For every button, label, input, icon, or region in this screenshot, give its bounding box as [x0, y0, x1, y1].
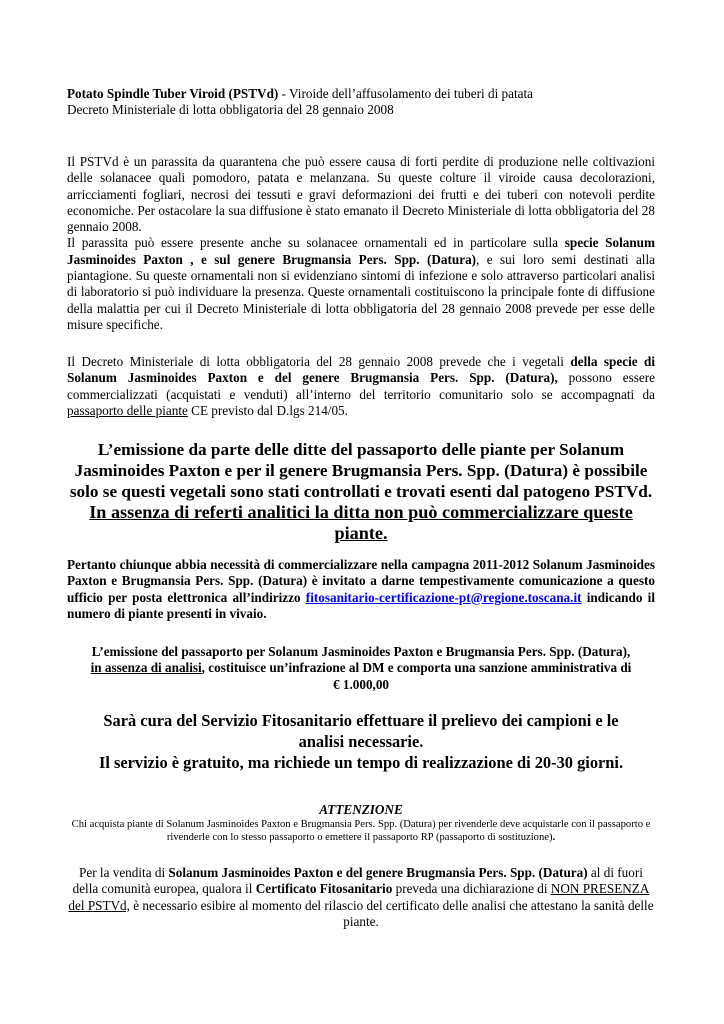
decree-species-bold: della specie di Solanum Jasminoides Paxton e del genere Brugmansia Pers. Spp. (Datura),: [67, 354, 655, 386]
service-line-2: analisi necessarie.: [298, 732, 424, 751]
export-text-1: Per la vendita di: [79, 865, 169, 880]
export-text-4: è necessario esibire al momento del rilascio del certificato delle analisi che attestano la sanità delle piante.: [129, 897, 654, 929]
paragraph-sanction: [88, 644, 634, 693]
paragraph-decree: [67, 354, 655, 419]
email-link[interactable]: fitosanitario-certificazione-pt@regione.toscana.it: [305, 589, 582, 605]
big-notice-warning-underlined: In assenza di referti analitici la ditta non può commercializzare queste piante.: [89, 502, 633, 543]
intro-text-1: Il PSTVd è un parassita da quarantena che può essere causa di forti perdite di produzione nelle coltivazioni delle solanacee quali pomodoro, patata e melanzana. Su queste colture il viroide causa decolorazioni, arricciamenti fogliari, necrosi dei tessuti e gravi deformazioni dei frutti e dei tuberi con notevoli perdite economiche. Per ostacolare la sua diffusione è stato emanato il Decreto Ministeriale di lotta obbligatoria del 28 gennaio 2008.: [67, 154, 655, 235]
decree-text-2: possono essere commercializzati (acquistati e venduti) all’interno del territorio comunitario solo se accompagnati da: [67, 370, 655, 402]
attention-heading: ATTENZIONE: [319, 802, 403, 817]
communication-text-1: Pertanto chiunque abbia necessità di commercializzare nella campagna 2011-2012 Solanum Jasminoides Paxton e Brugmansia Pers. Spp. (Datura) è invitato a darne tempestivamente comunicazione a questo ufficio per posta elettronica all’indirizzo: [67, 557, 655, 605]
intro-text-2a: Il parassita può essere presente anche su solanacee ornamentali ed in particolare sulla: [67, 235, 565, 251]
attention-period: .: [552, 832, 556, 844]
paragraph-export: [67, 865, 655, 930]
decree-text-1: Il Decreto Ministeriale di lotta obbligatoria del 28 gennaio 2008 prevede che i vegetali: [67, 354, 571, 369]
export-species-bold: Solanum Jasminoides Paxton e del genere Brugmansia Pers. Spp. (Datura): [168, 865, 588, 880]
attention-box: [67, 802, 655, 844]
paragraph-service: [67, 710, 655, 773]
communication-text-2: indicando il numero di piante presenti in vivaio.: [67, 589, 655, 621]
attention-body: Chi acquista piante di Solanum Jasminoides Paxton e Brugmansia Pers. Spp. (Datura) per rivenderle deve acquistarle con il passaporto e rivenderle con lo stesso passaporto o emettere il passaporto RP (passaporto di sostituzione): [71, 819, 651, 844]
intro-text-2b: , e sui loro semi destinati alla piantagione. Su queste ornamentali non si evidenziano sintomi di infezione e solo attraverso particolari analisi di laboratorio si può individuare la presenza. Queste ornamentali costituiscono la principale fonte di diffusione della malattia per cui il Decreto Ministeriale di lotta obbligatoria del 28 gennaio 2008 prevede per esse delle misure specifiche.: [67, 251, 655, 332]
big-notice-line-1: L’emissione da parte delle ditte del passaporto delle piante per Solanum: [97, 440, 625, 459]
decree-passport-underlined: passaporto delle piante: [67, 402, 188, 418]
export-certificate-bold: Certificato Fitosanitario: [255, 881, 393, 897]
sanction-no-analysis-underlined: in assenza di analisi: [90, 660, 202, 676]
intro-species-bold: specie Solanum Jasminoides Paxton , e sul genere Brugmansia Pers. Spp. (Datura): [67, 235, 655, 267]
attention-text: [67, 818, 655, 844]
service-line-1: Sarà cura del Servizio Fitosanitario effettuare il prelievo dei campioni e le: [103, 711, 619, 730]
document-header: [67, 86, 655, 119]
header-title-rest: - Viroide dell’affusolamento dei tuberi di patata: [278, 86, 534, 101]
sanction-text-2: , costituisce un’infrazione al DM e comporta una sanzione amministrativa di € 1.000,00: [201, 660, 632, 692]
paragraph-communication: [67, 557, 655, 622]
big-notice-line-2: Jasminoides Paxton e per il genere Brugmansia Pers. Spp. (Datura) è possibile: [74, 461, 648, 480]
export-text-2: al di fuori della comunità europea, qualora il: [72, 865, 643, 897]
decree-text-3: CE previsto dal D.lgs 214/05.: [187, 402, 348, 418]
sanction-text-1: L’emissione del passaporto per Solanum Jasminoides Paxton e Brugmansia Pers. Spp. (Datura),: [91, 644, 631, 659]
paragraph-intro: [67, 154, 655, 333]
header-title-bold: Potato Spindle Tuber Viroid (PSTVd): [67, 86, 279, 101]
header-title: [67, 86, 655, 102]
big-notice: [67, 439, 655, 544]
intro-text-2: [67, 235, 655, 333]
export-text-3: preveda una dichiarazione di: [392, 881, 551, 897]
big-notice-line-3: solo se questi vegetali sono stati controllati e trovati esenti dal patogeno PSTVd.: [69, 482, 653, 501]
service-line-3: Il servizio è gratuito, ma richiede un tempo di realizzazione di 20-30 giorni.: [98, 753, 624, 772]
header-subtitle: Decreto Ministeriale di lotta obbligatoria del 28 gennaio 2008: [67, 102, 394, 118]
export-non-presence-underlined: NON PRESENZA del PSTVd,: [68, 881, 650, 913]
